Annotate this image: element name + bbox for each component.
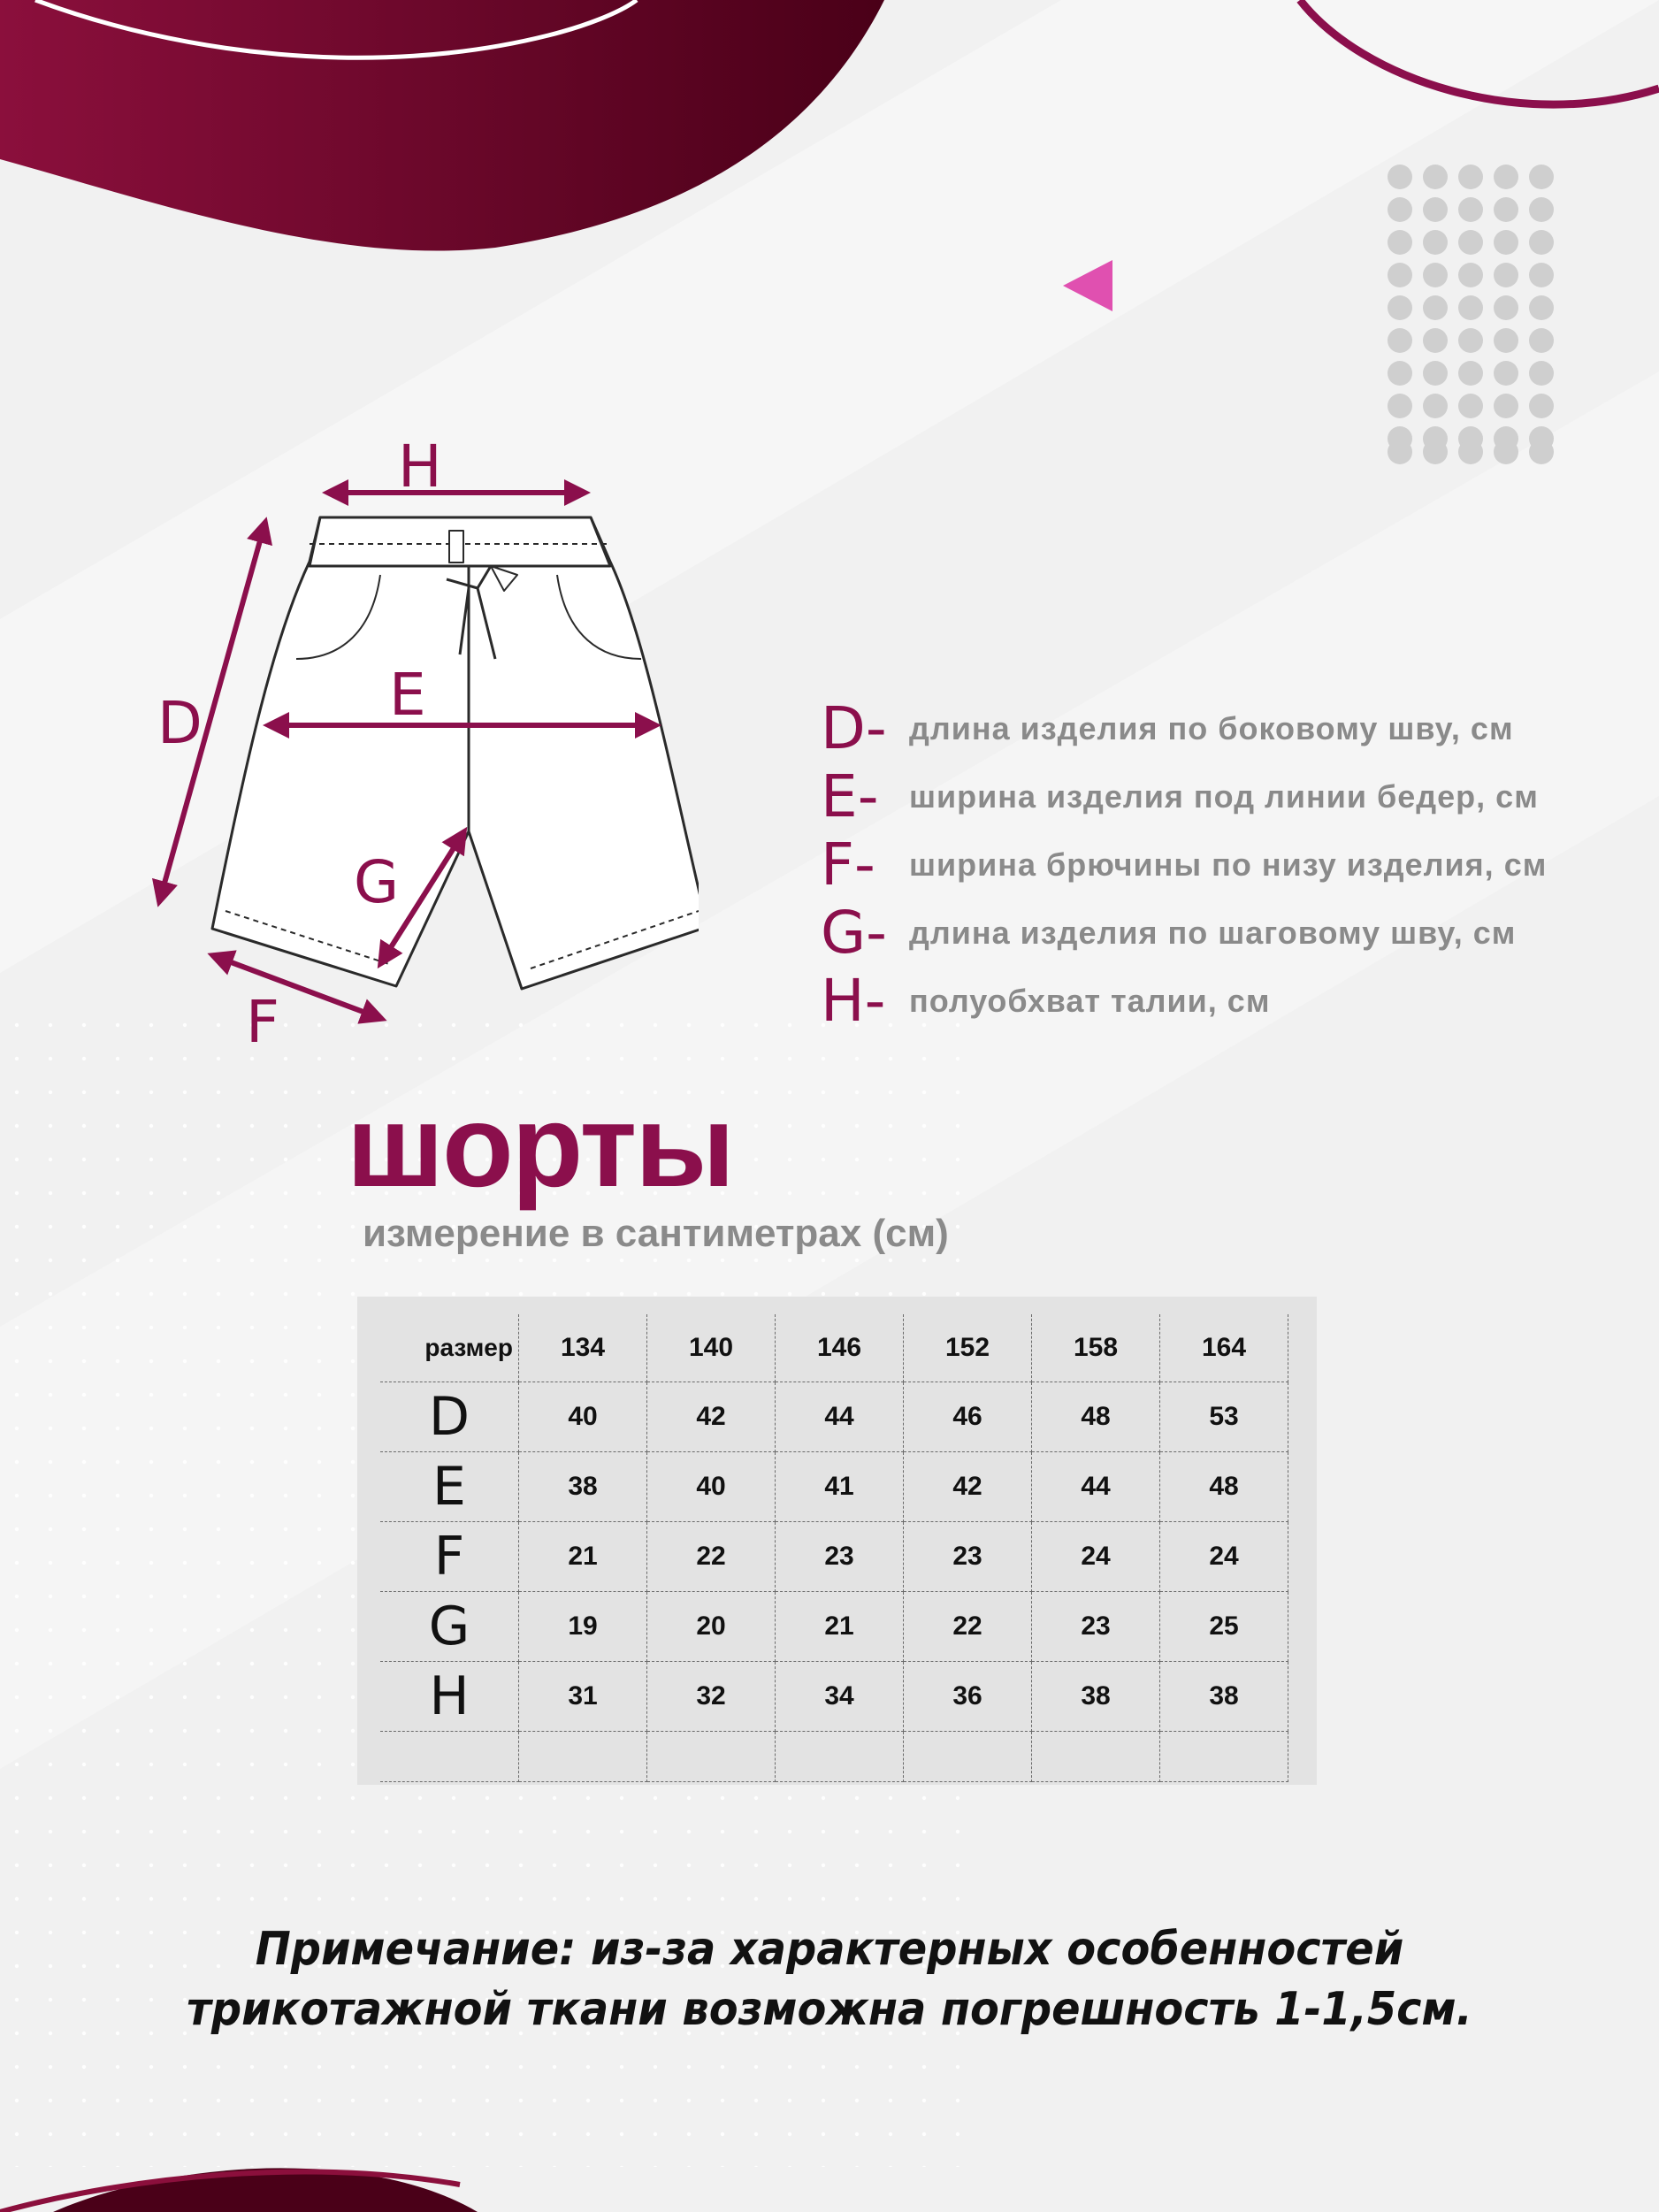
legend-text: длина изделия по боковому шву, см	[909, 709, 1514, 746]
row-label: D	[380, 1382, 519, 1452]
measurement-legend	[821, 694, 1547, 1035]
table-cell: 38	[519, 1452, 647, 1522]
shorts-diagram	[133, 416, 699, 1052]
legend-text: полуобхват талии, см	[909, 982, 1271, 1019]
label-f: F	[246, 988, 279, 1052]
table-cell: 46	[904, 1382, 1032, 1452]
table-cell: 24	[1032, 1522, 1160, 1592]
table-cell: 22	[647, 1522, 776, 1592]
footnote-line-1: Примечание: из-за характерных особенностей	[255, 1923, 1404, 1976]
size-header: 146	[776, 1314, 904, 1382]
table-header-row	[380, 1314, 1288, 1382]
size-header: 158	[1032, 1314, 1160, 1382]
table-cell: 25	[1160, 1592, 1288, 1662]
label-d: D	[157, 689, 203, 757]
legend-text: ширина брючины по низу изделия, см	[909, 846, 1548, 883]
table-row	[380, 1452, 1288, 1522]
table-cell: 21	[776, 1592, 904, 1662]
table-cell: 36	[904, 1662, 1032, 1732]
table-cell: 44	[1032, 1452, 1160, 1522]
legend-text: ширина изделия под линии бедер, см	[909, 777, 1539, 815]
legend-row-g	[821, 899, 1547, 967]
legend-row-d	[821, 694, 1547, 762]
size-table	[380, 1314, 1288, 1782]
table-cell: 32	[647, 1662, 776, 1732]
table-cell-empty	[519, 1732, 647, 1782]
row-label: F	[380, 1522, 519, 1592]
table-cell: 31	[519, 1662, 647, 1732]
legend-row-f	[821, 830, 1547, 899]
legend-letter: G-	[821, 898, 887, 967]
table-row	[380, 1592, 1288, 1662]
table-cell: 41	[776, 1452, 904, 1522]
size-header: 134	[519, 1314, 647, 1382]
row-label: E	[380, 1452, 519, 1522]
table-cell: 48	[1160, 1452, 1288, 1522]
table-cell: 53	[1160, 1382, 1288, 1452]
legend-text: длина изделия по шаговому шву, см	[909, 914, 1517, 951]
table-cell: 40	[647, 1452, 776, 1522]
table-cell: 40	[519, 1382, 647, 1452]
table-row	[380, 1522, 1288, 1592]
table-cell-empty	[1032, 1732, 1160, 1782]
footnote	[0, 1919, 1659, 2040]
table-row	[380, 1662, 1288, 1732]
footnote-line-2: трикотажной ткани возможна погрешность 1-1,5см.	[187, 1983, 1472, 2036]
label-h: H	[398, 432, 442, 501]
size-header: 152	[904, 1314, 1032, 1382]
table-cell-empty	[904, 1732, 1032, 1782]
table-cell: 42	[647, 1382, 776, 1452]
legend-row-e	[821, 762, 1547, 830]
size-header: 140	[647, 1314, 776, 1382]
legend-letter: H-	[821, 966, 886, 1035]
table-cell: 48	[1032, 1382, 1160, 1452]
table-cell: 44	[776, 1382, 904, 1452]
size-header: 164	[1160, 1314, 1288, 1382]
table-cell: 22	[904, 1592, 1032, 1662]
table-cell-empty	[647, 1732, 776, 1782]
table-row-empty	[380, 1732, 1288, 1782]
shorts-outline	[212, 517, 699, 989]
page-title: шорты	[347, 1081, 733, 1211]
table-cell: 20	[647, 1592, 776, 1662]
table-cell: 21	[519, 1522, 647, 1592]
label-e: E	[389, 661, 426, 729]
legend-letter: D-	[821, 693, 887, 762]
table-cell: 38	[1160, 1662, 1288, 1732]
row-label: H	[380, 1662, 519, 1732]
table-cell: 24	[1160, 1522, 1288, 1592]
table-cell-empty	[380, 1732, 519, 1782]
header-label: размер	[380, 1314, 519, 1382]
table-row	[380, 1382, 1288, 1452]
legend-row-h	[821, 967, 1547, 1035]
size-table-panel	[357, 1297, 1317, 1785]
table-cell: 19	[519, 1592, 647, 1662]
table-cell: 42	[904, 1452, 1032, 1522]
row-label: G	[380, 1592, 519, 1662]
table-cell: 23	[904, 1522, 1032, 1592]
table-cell: 38	[1032, 1662, 1160, 1732]
table-cell: 23	[1032, 1592, 1160, 1662]
page-subtitle: измерение в сантиметрах (см)	[363, 1212, 949, 1255]
table-cell-empty	[1160, 1732, 1288, 1782]
table-cell-empty	[776, 1732, 904, 1782]
legend-letter: F-	[821, 830, 875, 899]
table-cell: 23	[776, 1522, 904, 1592]
label-g: G	[354, 848, 400, 916]
legend-letter: E-	[821, 762, 879, 830]
table-cell: 34	[776, 1662, 904, 1732]
